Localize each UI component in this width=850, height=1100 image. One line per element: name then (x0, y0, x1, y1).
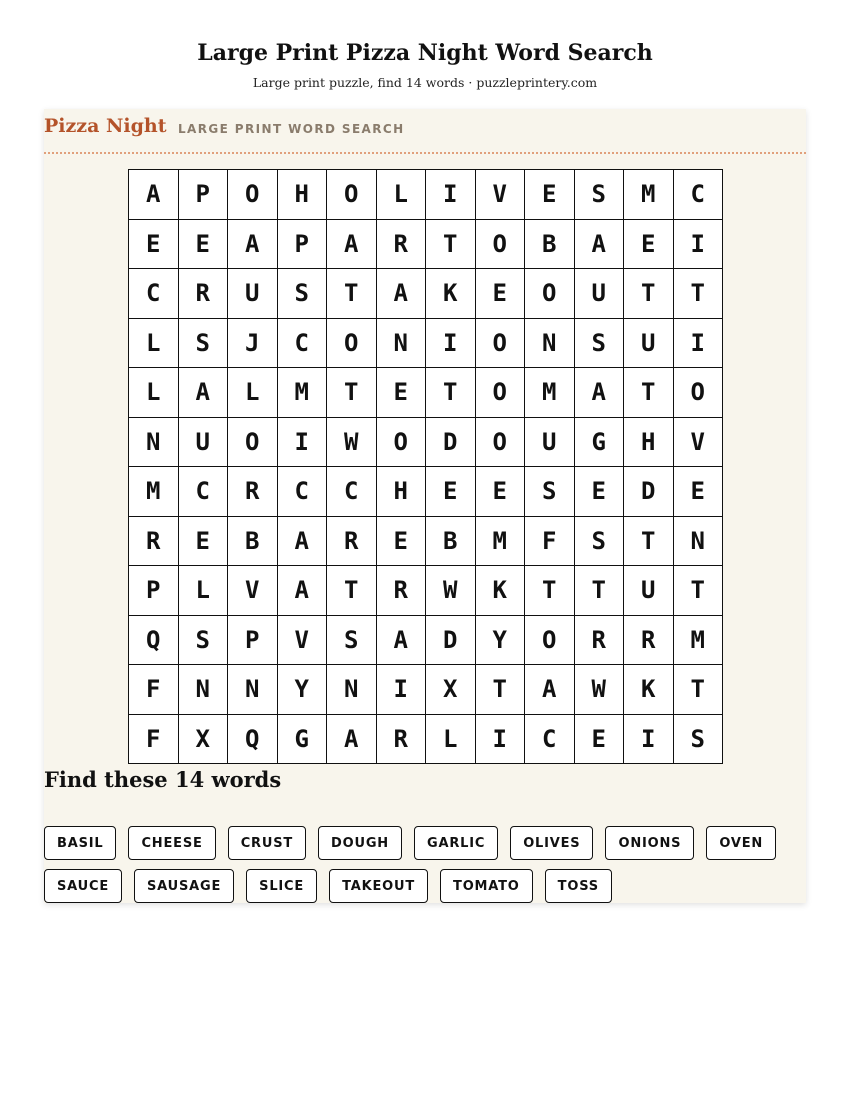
grid-cell[interactable]: H (278, 170, 328, 220)
grid-cell[interactable]: E (525, 170, 575, 220)
grid-cell[interactable]: T (624, 368, 674, 418)
grid-cell[interactable]: C (327, 467, 377, 517)
grid-cell[interactable]: P (179, 170, 229, 220)
grid-cell[interactable]: Y (476, 616, 526, 666)
grid-cell[interactable]: U (575, 269, 625, 319)
grid-cell[interactable]: U (228, 269, 278, 319)
word-chip[interactable]: SLICE (246, 869, 317, 903)
grid-cell[interactable]: C (278, 467, 328, 517)
grid-cell[interactable]: A (278, 517, 328, 567)
word-chip[interactable]: TOSS (545, 869, 612, 903)
grid-cell[interactable]: E (377, 517, 427, 567)
grid-cell[interactable]: V (674, 418, 724, 468)
grid-cell[interactable]: U (179, 418, 229, 468)
grid-cell[interactable]: F (525, 517, 575, 567)
grid-cell[interactable]: E (179, 517, 229, 567)
grid-cell[interactable]: R (179, 269, 229, 319)
grid-cell[interactable]: M (624, 170, 674, 220)
grid-cell[interactable]: O (674, 368, 724, 418)
grid-cell[interactable]: R (129, 517, 179, 567)
page-title: Large Print Pizza Night Word Search (197, 40, 653, 66)
grid-cell[interactable]: R (624, 616, 674, 666)
grid-cell[interactable]: M (278, 368, 328, 418)
grid-cell[interactable]: B (228, 517, 278, 567)
grid-cell[interactable]: T (674, 269, 724, 319)
grid-cell[interactable]: S (575, 170, 625, 220)
grid-cell[interactable]: L (228, 368, 278, 418)
grid-cell[interactable]: R (377, 566, 427, 616)
grid-cell[interactable]: Q (129, 616, 179, 666)
letter-grid (128, 169, 723, 764)
grid-cell[interactable]: I (674, 220, 724, 270)
grid-cell[interactable]: F (129, 665, 179, 715)
grid-cell[interactable]: L (129, 319, 179, 369)
grid-cell[interactable]: S (327, 616, 377, 666)
word-chip[interactable]: TOMATO (440, 869, 533, 903)
grid-cell[interactable]: I (624, 715, 674, 765)
grid-cell[interactable]: O (228, 170, 278, 220)
grid-cell[interactable]: T (575, 566, 625, 616)
grid-cell[interactable]: I (278, 418, 328, 468)
grid-cell[interactable]: S (179, 319, 229, 369)
puzzle-type-tag: LARGE PRINT WORD SEARCH (178, 122, 405, 136)
word-list-title: Find these 14 words (44, 767, 282, 792)
word-chip[interactable]: ONIONS (605, 826, 694, 860)
grid-cell[interactable]: S (674, 715, 724, 765)
grid-cell[interactable]: C (525, 715, 575, 765)
grid-cell[interactable]: M (129, 467, 179, 517)
grid-cell[interactable]: P (129, 566, 179, 616)
grid-cell[interactable]: T (426, 220, 476, 270)
grid-cell[interactable]: O (525, 269, 575, 319)
grid-cell[interactable]: T (674, 566, 724, 616)
grid-cell[interactable]: V (278, 616, 328, 666)
grid-cell[interactable]: L (179, 566, 229, 616)
grid-cell[interactable]: N (129, 418, 179, 468)
grid-cell[interactable]: O (327, 319, 377, 369)
grid-cell[interactable]: A (327, 715, 377, 765)
grid-cell[interactable]: S (525, 467, 575, 517)
grid-cell[interactable]: O (327, 170, 377, 220)
grid-cell[interactable]: K (624, 665, 674, 715)
grid-cell[interactable]: U (624, 319, 674, 369)
grid-cell[interactable]: B (426, 517, 476, 567)
word-chip[interactable]: OLIVES (510, 826, 593, 860)
word-chip[interactable]: SAUCE (44, 869, 122, 903)
grid-cell[interactable]: S (179, 616, 229, 666)
word-chip[interactable]: TAKEOUT (329, 869, 428, 903)
grid-cell[interactable]: N (179, 665, 229, 715)
grid-cell[interactable]: D (624, 467, 674, 517)
grid-cell[interactable]: E (179, 220, 229, 270)
grid-cell[interactable]: E (624, 220, 674, 270)
grid-cell[interactable]: H (377, 467, 427, 517)
grid-cell[interactable]: T (327, 566, 377, 616)
grid-cell[interactable]: L (129, 368, 179, 418)
grid-cell[interactable]: A (327, 220, 377, 270)
grid-cell[interactable]: G (575, 418, 625, 468)
grid-cell[interactable]: Q (228, 715, 278, 765)
grid-cell[interactable]: J (228, 319, 278, 369)
grid-cell[interactable]: N (327, 665, 377, 715)
grid-cell[interactable]: E (575, 467, 625, 517)
grid-cell[interactable]: R (377, 715, 427, 765)
grid-cell[interactable]: L (426, 715, 476, 765)
grid-cell[interactable]: O (476, 418, 526, 468)
grid-cell[interactable]: N (525, 319, 575, 369)
grid-cell[interactable]: A (575, 220, 625, 270)
grid-cell[interactable]: W (426, 566, 476, 616)
grid-cell[interactable]: U (624, 566, 674, 616)
grid-cell[interactable]: N (674, 517, 724, 567)
grid-cell[interactable]: A (575, 368, 625, 418)
grid-cell[interactable]: R (575, 616, 625, 666)
grid-cell[interactable]: E (377, 368, 427, 418)
grid-cell[interactable]: X (179, 715, 229, 765)
grid-cell[interactable]: F (129, 715, 179, 765)
grid-cell[interactable]: S (575, 517, 625, 567)
page-header (0, 38, 850, 92)
grid-cell[interactable]: D (426, 418, 476, 468)
grid-cell[interactable]: S (575, 319, 625, 369)
grid-cell[interactable]: N (228, 665, 278, 715)
grid-cell[interactable]: M (525, 368, 575, 418)
grid-cell[interactable]: E (476, 467, 526, 517)
grid-cell[interactable]: P (278, 220, 328, 270)
grid-cell[interactable]: O (476, 368, 526, 418)
grid-cell[interactable]: A (278, 566, 328, 616)
grid-cell[interactable]: V (476, 170, 526, 220)
grid-cell[interactable]: V (228, 566, 278, 616)
grid-cell[interactable]: D (426, 616, 476, 666)
page-subtitle: Large print puzzle, find 14 words · puzzleprintery.com (252, 75, 598, 90)
grid-cell[interactable]: T (426, 368, 476, 418)
grid-cell[interactable]: C (674, 170, 724, 220)
grid-cell[interactable]: T (624, 517, 674, 567)
grid-cell[interactable]: I (674, 319, 724, 369)
grid-cell[interactable]: H (624, 418, 674, 468)
grid-cell[interactable]: M (674, 616, 724, 666)
grid-cell[interactable]: O (228, 418, 278, 468)
grid-cell[interactable]: P (228, 616, 278, 666)
grid-cell[interactable]: O (476, 220, 526, 270)
grid-cell[interactable]: T (327, 269, 377, 319)
grid-cell[interactable]: Y (278, 665, 328, 715)
grid-cell[interactable]: K (476, 566, 526, 616)
grid-cell[interactable]: A (377, 616, 427, 666)
grid-cell[interactable]: O (476, 319, 526, 369)
grid-cell[interactable]: T (327, 368, 377, 418)
grid-cell[interactable]: A (179, 368, 229, 418)
grid-cell[interactable]: A (228, 220, 278, 270)
grid-cell[interactable]: T (476, 665, 526, 715)
grid-cell[interactable]: S (278, 269, 328, 319)
word-chip[interactable]: CHEESE (128, 826, 215, 860)
grid-cell[interactable]: I (426, 170, 476, 220)
grid-cell[interactable]: A (525, 665, 575, 715)
grid-cell[interactable]: U (525, 418, 575, 468)
grid-cell[interactable]: R (327, 517, 377, 567)
grid-cell[interactable]: E (575, 715, 625, 765)
grid-cell[interactable]: O (377, 418, 427, 468)
grid-cell[interactable]: M (476, 517, 526, 567)
grid-cell[interactable]: T (674, 665, 724, 715)
grid-cell[interactable]: W (575, 665, 625, 715)
grid-cell[interactable]: C (278, 319, 328, 369)
word-list (44, 826, 784, 903)
grid-cell[interactable]: B (525, 220, 575, 270)
word-chip[interactable]: OVEN (706, 826, 776, 860)
word-chip[interactable]: DOUGH (318, 826, 402, 860)
grid-cell[interactable]: X (426, 665, 476, 715)
grid-cell[interactable]: K (426, 269, 476, 319)
grid-cell[interactable]: R (228, 467, 278, 517)
word-chip[interactable]: BASIL (44, 826, 116, 860)
grid-cell[interactable]: E (476, 269, 526, 319)
word-chip[interactable]: CRUST (228, 826, 306, 860)
grid-cell[interactable]: O (525, 616, 575, 666)
puzzle-card (44, 109, 806, 903)
grid-cell[interactable]: E (674, 467, 724, 517)
grid-cell[interactable]: A (377, 269, 427, 319)
grid-cell[interactable]: I (476, 715, 526, 765)
grid-cell[interactable]: G (278, 715, 328, 765)
grid-cell[interactable]: T (624, 269, 674, 319)
grid-cell[interactable]: L (377, 170, 427, 220)
grid-cell[interactable]: T (525, 566, 575, 616)
grid-cell[interactable]: W (327, 418, 377, 468)
puzzle-brand-title: Pizza Night (44, 115, 167, 137)
grid-cell[interactable]: A (129, 170, 179, 220)
grid-cell[interactable]: E (426, 467, 476, 517)
word-chip[interactable]: GARLIC (414, 826, 498, 860)
word-chip[interactable]: SAUSAGE (134, 869, 234, 903)
grid-cell[interactable]: N (377, 319, 427, 369)
grid-cell[interactable]: I (426, 319, 476, 369)
grid-cell[interactable]: E (129, 220, 179, 270)
grid-cell[interactable]: C (129, 269, 179, 319)
grid-cell[interactable]: R (377, 220, 427, 270)
card-header (44, 109, 806, 154)
grid-cell[interactable]: C (179, 467, 229, 517)
grid-cell[interactable]: I (377, 665, 427, 715)
